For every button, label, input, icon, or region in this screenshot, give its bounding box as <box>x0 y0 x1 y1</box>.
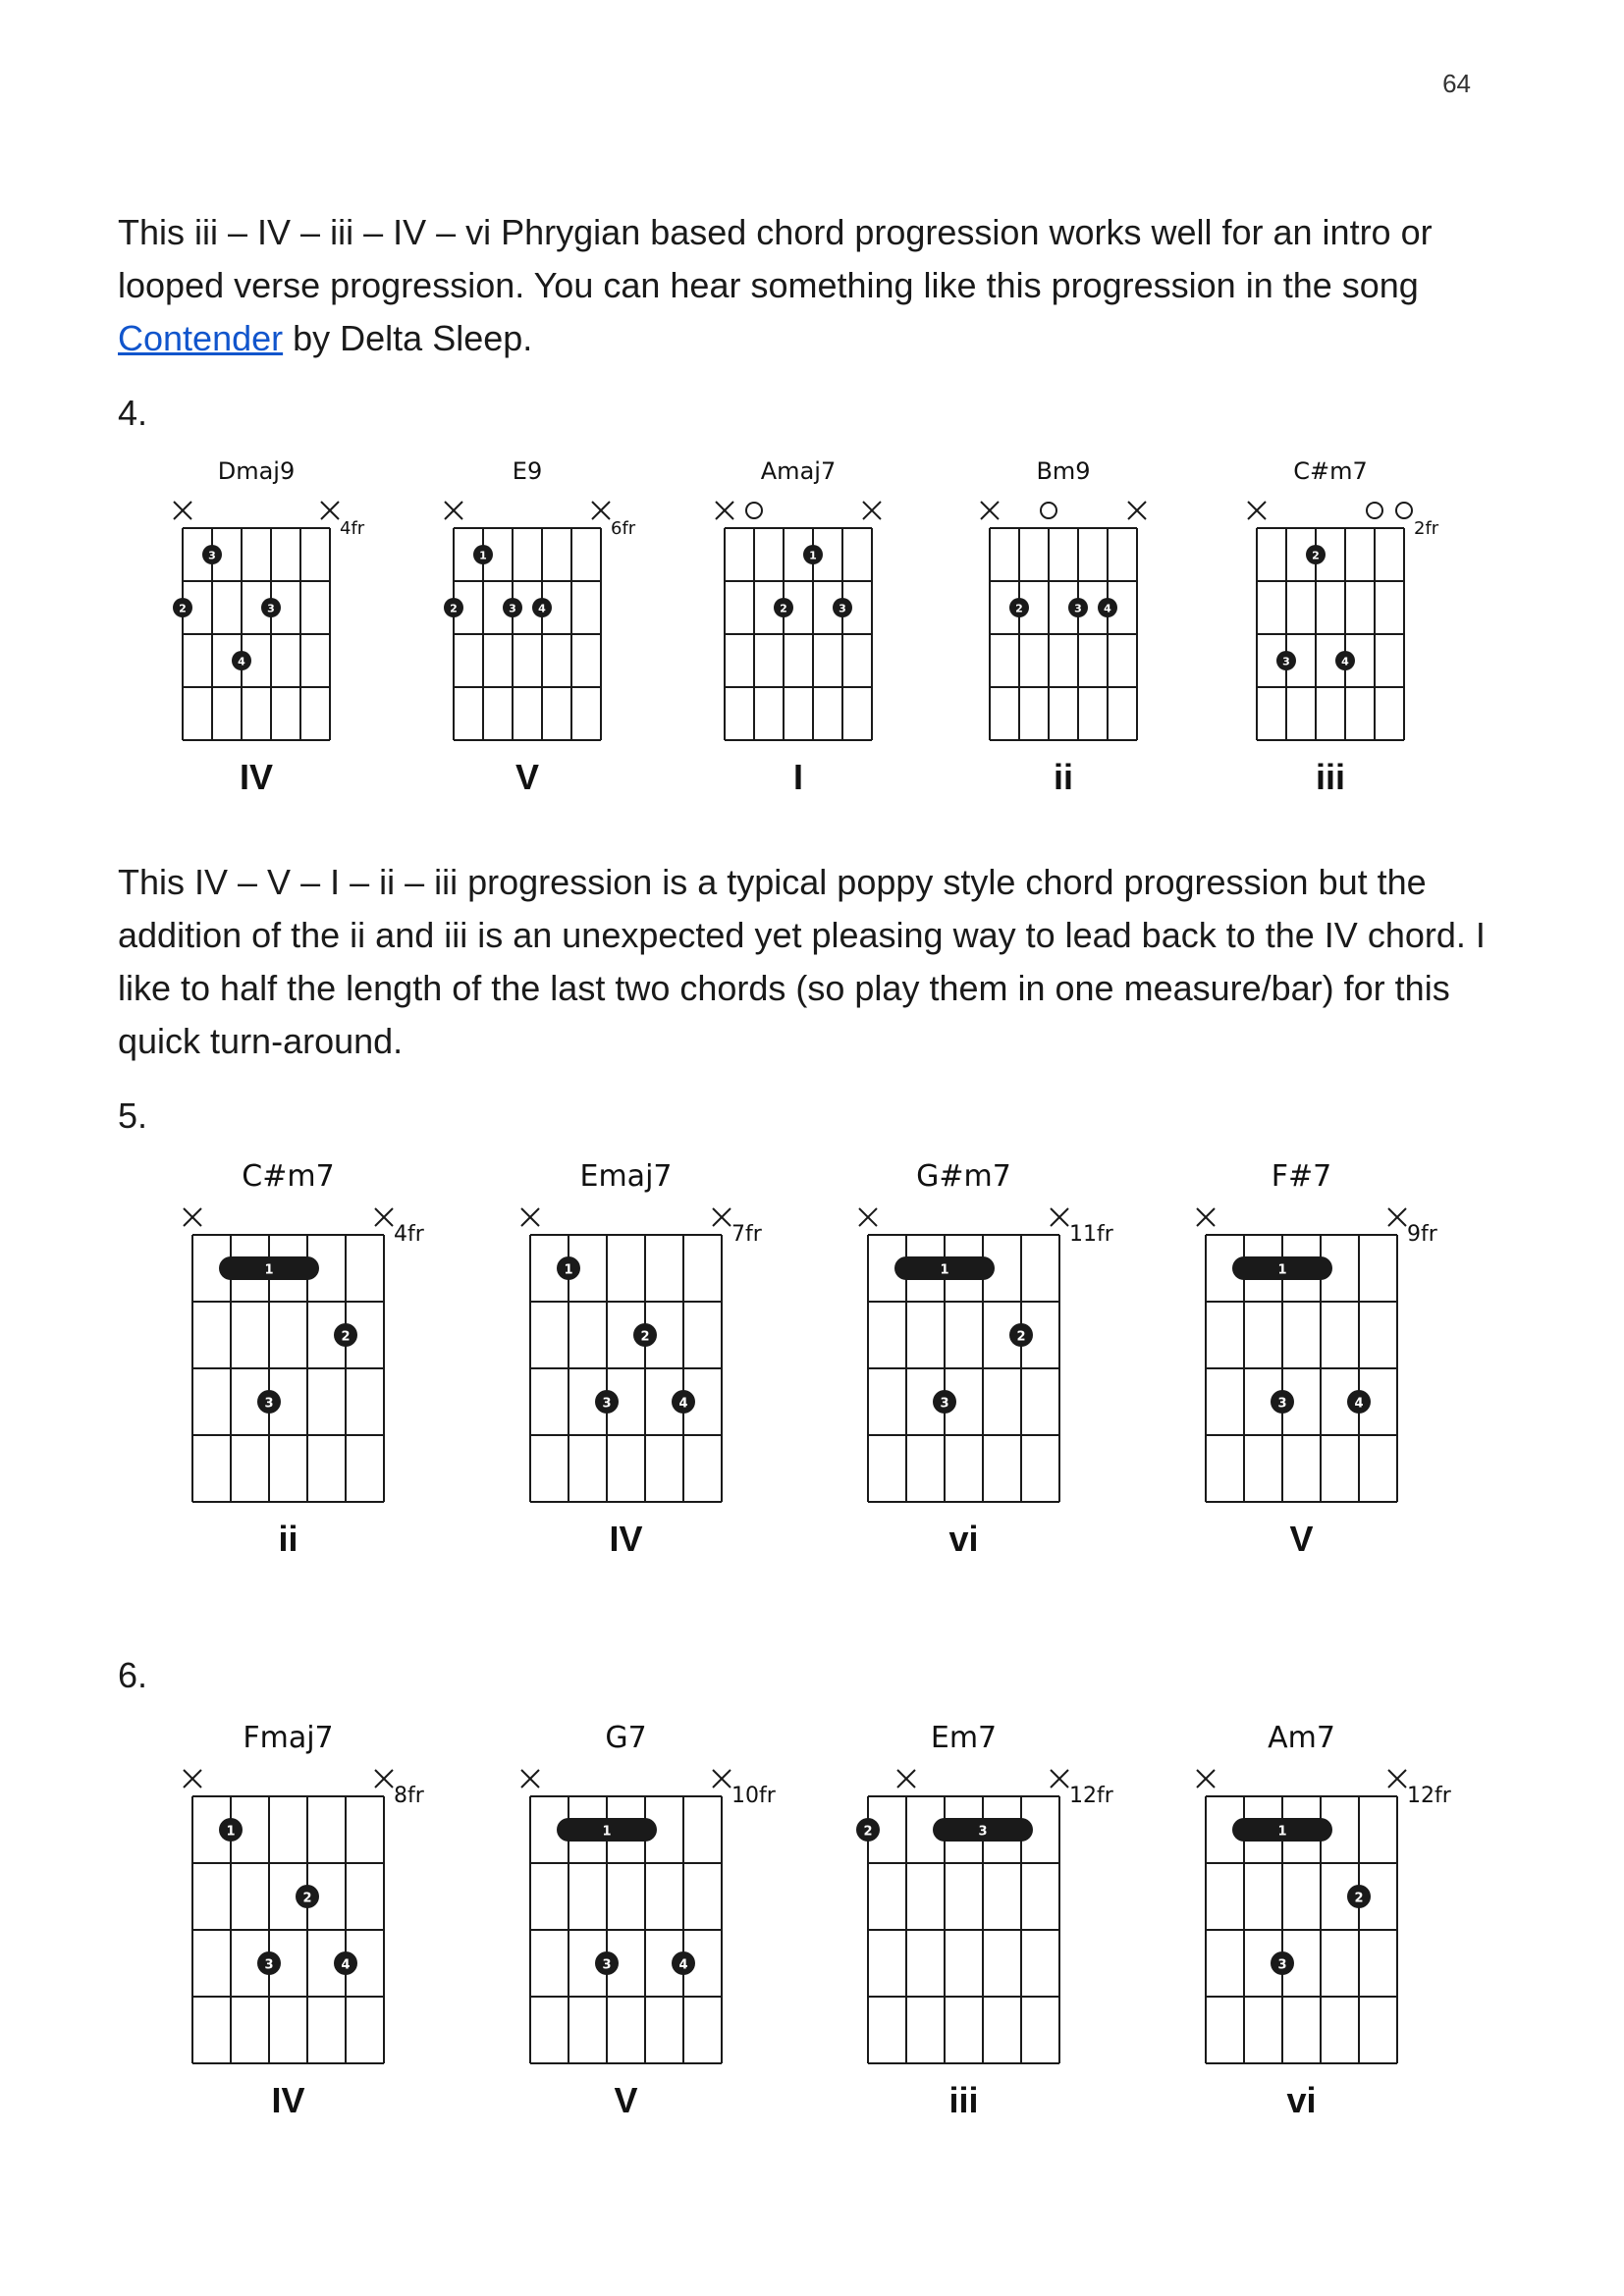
chord-name: F#7 <box>1271 1159 1332 1194</box>
fret-position-label: 7fr <box>731 1222 762 1247</box>
muted-string-icon <box>897 1770 915 1788</box>
muted-string-icon <box>981 502 999 519</box>
fret-position-label: 8fr <box>394 1784 424 1808</box>
finger-number: 2 <box>1015 602 1023 615</box>
finger-number: 2 <box>341 1329 351 1345</box>
finger-number: 2 <box>450 602 458 615</box>
fretboard-grid <box>990 528 1137 740</box>
chord-diagram <box>167 1720 453 2142</box>
finger-number: 2 <box>863 1824 873 1840</box>
paragraph-text: This iii – IV – iii – IV – vi Phrygian based chord progression works well for an intro or looped verse progression. You can hear something like this progression in the song <box>118 212 1433 305</box>
chord-chart <box>1180 1158 1466 1580</box>
chord-chart <box>842 1720 1128 2142</box>
open-string-icon <box>1396 503 1412 518</box>
paragraph-text: by Delta Sleep. <box>283 318 533 358</box>
chord-name: G#m7 <box>916 1159 1011 1194</box>
finger-number: 2 <box>640 1329 650 1345</box>
chord-name: E9 <box>512 457 543 485</box>
chord-diagram <box>428 452 670 819</box>
chord-diagram <box>699 452 941 819</box>
chord-name: Dmaj9 <box>217 457 296 485</box>
muted-string-icon <box>1248 502 1266 519</box>
chord-chart <box>505 1158 790 1580</box>
finger-number: 1 <box>1277 1262 1287 1278</box>
fret-position-label: 11fr <box>1069 1222 1113 1247</box>
fret-position-label: 12fr <box>1069 1784 1113 1808</box>
finger-number: 2 <box>302 1891 312 1906</box>
roman-numeral: iii <box>948 2080 979 2120</box>
chord-chart <box>157 452 399 819</box>
muted-string-icon <box>716 502 733 519</box>
muted-string-icon <box>1051 1208 1068 1226</box>
finger-number: 1 <box>809 549 817 562</box>
muted-string-icon <box>184 1208 201 1226</box>
finger-number: 4 <box>678 1957 688 1973</box>
roman-numeral: ii <box>1053 757 1074 797</box>
finger-number: 4 <box>1104 602 1111 615</box>
roman-numeral: vi <box>1286 2080 1317 2120</box>
chord-name: Am7 <box>1268 1721 1335 1755</box>
finger-number: 3 <box>509 602 516 615</box>
chord-chart <box>505 1720 790 2142</box>
chord-chart <box>1180 1720 1466 2142</box>
chord-diagram <box>167 1158 453 1580</box>
muted-string-icon <box>1051 1770 1068 1788</box>
finger-number: 2 <box>1016 1329 1026 1345</box>
chord-diagram <box>964 452 1206 819</box>
finger-number: 1 <box>602 1824 612 1840</box>
finger-number: 1 <box>264 1262 274 1278</box>
finger-number: 3 <box>1282 655 1290 668</box>
open-string-icon <box>1041 503 1056 518</box>
finger-number: 4 <box>238 655 245 668</box>
finger-number: 3 <box>208 549 216 562</box>
chord-diagram <box>842 1720 1128 2142</box>
fretboard-grid <box>725 528 872 740</box>
muted-string-icon <box>1388 1208 1406 1226</box>
finger-number: 1 <box>564 1262 573 1278</box>
example-number-6: 6. <box>118 1655 148 1695</box>
muted-string-icon <box>1197 1208 1215 1226</box>
roman-numeral: vi <box>948 1519 979 1559</box>
chord-name: Fmaj7 <box>243 1721 334 1755</box>
chord-chart <box>699 452 941 819</box>
finger-number: 3 <box>602 1396 612 1412</box>
finger-number: 2 <box>1354 1891 1364 1906</box>
fret-position-label: 2fr <box>1414 518 1439 539</box>
muted-string-icon <box>863 502 881 519</box>
finger-number: 4 <box>1341 655 1349 668</box>
fret-position-label: 9fr <box>1407 1222 1437 1247</box>
chord-name: Em7 <box>930 1721 998 1755</box>
example-number-4: 4. <box>118 393 148 433</box>
fret-position-label: 4fr <box>394 1222 424 1247</box>
finger-number: 1 <box>479 549 487 562</box>
finger-number: 4 <box>341 1957 351 1973</box>
chord-chart <box>1231 452 1473 819</box>
fretboard-grid <box>1257 528 1404 740</box>
chord-diagram <box>505 1158 790 1580</box>
finger-number: 4 <box>1354 1396 1364 1412</box>
muted-string-icon <box>445 502 462 519</box>
muted-string-icon <box>375 1208 393 1226</box>
finger-number: 3 <box>264 1957 274 1973</box>
chord-chart <box>964 452 1206 819</box>
muted-string-icon <box>713 1208 731 1226</box>
muted-string-icon <box>713 1770 731 1788</box>
chord-name: G7 <box>605 1721 647 1755</box>
finger-number: 3 <box>940 1396 949 1412</box>
muted-string-icon <box>1388 1770 1406 1788</box>
finger-number: 1 <box>940 1262 949 1278</box>
muted-string-icon <box>521 1208 539 1226</box>
finger-number: 3 <box>267 602 275 615</box>
finger-number: 2 <box>1312 549 1320 562</box>
roman-numeral: IV <box>609 1519 643 1559</box>
page-number: 64 <box>1442 69 1471 98</box>
roman-numeral: V <box>514 757 540 797</box>
muted-string-icon <box>521 1770 539 1788</box>
muted-string-icon <box>1197 1770 1215 1788</box>
chord-name: Amaj7 <box>760 457 837 485</box>
finger-number: 3 <box>264 1396 274 1412</box>
muted-string-icon <box>375 1770 393 1788</box>
muted-string-icon <box>321 502 339 519</box>
paragraph-progression-4: This IV – V – I – ii – iii progression is a typical poppy style chord progression but the addition of the ii and iii is an unexpected yet pleasing way to lead back to the IV chord. I like to half the length of the last two chords (so play them in one measure/bar) for this quick turn-around. <box>118 862 1486 1061</box>
finger-number: 3 <box>602 1957 612 1973</box>
fret-position-label: 4fr <box>340 518 365 539</box>
fret-position-label: 6fr <box>611 518 636 539</box>
chord-chart <box>428 452 670 819</box>
muted-string-icon <box>592 502 610 519</box>
chord-diagram <box>157 452 399 819</box>
muted-string-icon <box>184 1770 201 1788</box>
open-string-icon <box>746 503 762 518</box>
roman-numeral: IV <box>271 2080 305 2120</box>
finger-number: 1 <box>1277 1824 1287 1840</box>
fret-position-label: 10fr <box>731 1784 776 1808</box>
finger-number: 3 <box>1074 602 1082 615</box>
finger-number: 4 <box>538 602 546 615</box>
chord-diagram <box>1231 452 1473 819</box>
finger-number: 4 <box>678 1396 688 1412</box>
finger-number: 1 <box>226 1824 236 1840</box>
chord-name: Bm9 <box>1036 457 1091 485</box>
chord-diagram <box>842 1158 1128 1580</box>
roman-numeral: I <box>792 757 804 797</box>
chord-diagram <box>1180 1158 1466 1580</box>
open-string-icon <box>1367 503 1382 518</box>
muted-string-icon <box>859 1208 877 1226</box>
finger-number: 3 <box>1277 1957 1287 1973</box>
chord-chart <box>167 1158 453 1580</box>
contender-link[interactable]: Contender <box>118 318 284 358</box>
muted-string-icon <box>174 502 191 519</box>
chord-diagram <box>505 1720 790 2142</box>
example-number-5: 5. <box>118 1095 148 1136</box>
roman-numeral: IV <box>239 757 274 797</box>
finger-number: 2 <box>780 602 787 615</box>
finger-number: 3 <box>1277 1396 1287 1412</box>
fret-position-label: 12fr <box>1407 1784 1451 1808</box>
chord-chart <box>167 1720 453 2142</box>
chord-name: C#m7 <box>242 1159 335 1194</box>
muted-string-icon <box>1128 502 1146 519</box>
roman-numeral: V <box>614 2080 638 2120</box>
roman-numeral: ii <box>278 1519 298 1559</box>
roman-numeral: iii <box>1315 757 1346 797</box>
finger-number: 3 <box>839 602 846 615</box>
chord-name: C#m7 <box>1293 457 1368 485</box>
chord-chart <box>842 1158 1128 1580</box>
paragraph-progression-3 <box>118 206 1492 365</box>
chord-diagram <box>1180 1720 1466 2142</box>
finger-number: 3 <box>978 1824 988 1840</box>
roman-numeral: V <box>1289 1519 1314 1559</box>
finger-number: 2 <box>179 602 187 615</box>
chord-name: Emaj7 <box>579 1159 673 1194</box>
